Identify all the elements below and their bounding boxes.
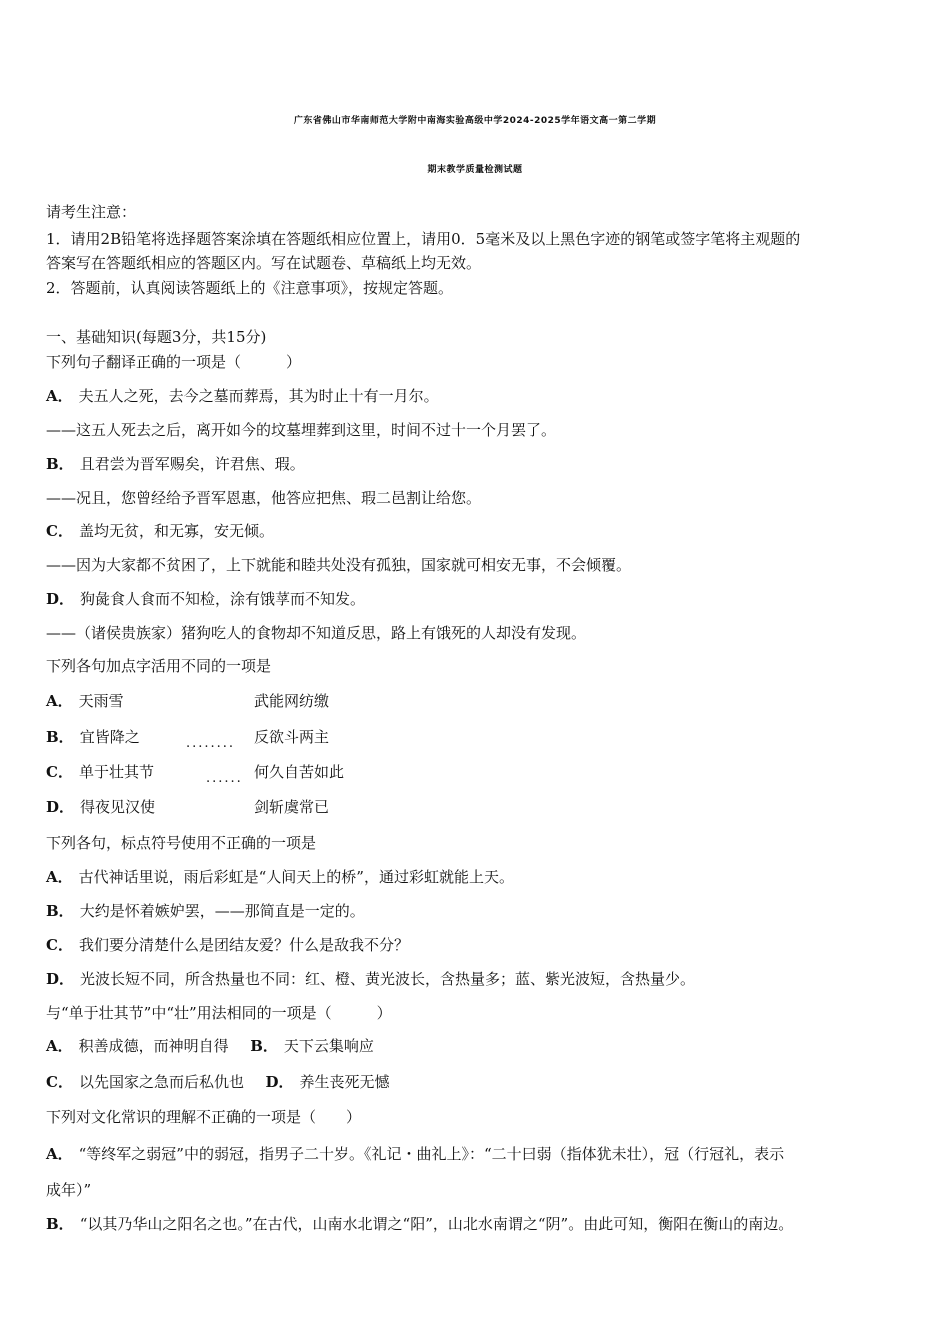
option-label: D． [265, 1073, 294, 1091]
q1-option-a-translation: ——这五人死去之后，离开如今的坟墓埋葬到这里，时间不过十一个月罢了。 [46, 421, 557, 439]
q3-option-b [46, 900, 365, 921]
option-right: 武能网纺缴 [254, 692, 330, 710]
option-text: 古代神话里说，雨后彩虹是“人间天上的桥”，通过彩虹就能上天。 [78, 868, 514, 886]
notice-item-2: 2．答题前，认真阅读答题纸上的《注意事项》，按规定答题。 [46, 279, 454, 297]
option-text: 且君尝为晋军赐矣，许君焦、瑕。 [79, 455, 305, 473]
option-label: A． [46, 868, 73, 886]
title-line-2: 期末教学质量检测试题 [427, 165, 523, 175]
option-label: B． [46, 728, 74, 746]
option-text: 盖均无贫，和无寡，安无倾。 [78, 522, 274, 540]
option-text: 光波长短不同，所含热量也不同：红、橙、黄光波长，含热量多；蓝、紫光波短，含热量少。 [80, 970, 696, 988]
option-label: D． [46, 970, 75, 988]
q2-option-b [46, 726, 330, 751]
q1-option-b [46, 453, 305, 474]
q3-option-a [46, 866, 514, 887]
q1-option-c-translation: ——因为大家都不贫困了，上下就能和睦共处没有孤独，国家就可相安无事，不会倾覆。 [46, 556, 632, 574]
option-label: B． [46, 1215, 74, 1233]
q1-option-d-translation: ——（诸侯贵族家）猪狗吃人的食物却不知道反思，路上有饿死的人却没有发现。 [46, 624, 587, 642]
option-text: 以先国家之急而后私仇也 [78, 1073, 244, 1091]
option-label: B． [46, 455, 74, 473]
q1-option-c [46, 520, 274, 541]
option-label: A． [46, 1037, 73, 1055]
q1-option-d [46, 588, 365, 609]
option-text: 夫五人之死，去今之墓而葬焉，其为时止十有一月尔。 [78, 387, 439, 405]
q3-option-c [46, 934, 409, 955]
notice-item-1: 1．请用2B铅笔将选择题答案涂填在答题纸相应位置上，请用0．5毫米及以上黑色字迹的钢笔或签字笔将主观题的 [46, 230, 801, 248]
option-text: 我们要分清楚什么是团结友爱？什么是敌我不分？ [78, 936, 409, 954]
option-text: “以其乃华山之阳名之也。”在古代，山南水北谓之“阳”，山北水南谓之“阴”。由此可知，衡阳在衡山的南边。 [79, 1215, 794, 1233]
notice-item-1-cont: 答案写在答题纸相应的答题区内。写在试题卷、草稿纸上均无效。 [46, 254, 482, 272]
option-label: C． [46, 1073, 73, 1091]
option-text: 养生丧死无憾 [299, 1073, 390, 1091]
option-text: 积善成德，而神明自得 [78, 1037, 229, 1055]
q5-option-a-cont: 成年）” [46, 1181, 92, 1199]
q3-stem: 下列各句，标点符号使用不正确的一项是 [46, 834, 317, 852]
option-label: A． [46, 387, 73, 405]
option-text: “等终军之弱冠”中的弱冠，指男子二十岁。《礼记・曲礼上》：“二十曰弱（指体犹未壮），冠（行冠礼，表示 [78, 1145, 785, 1163]
q4-stem: 与“单于壮其节”中“壮”用法相同的一项是（ ） [46, 1004, 392, 1022]
q1-stem: 下列句子翻译正确的一项是（ ） [46, 353, 302, 371]
option-right: 反欲斗两主 [254, 728, 330, 746]
q3-option-d [46, 968, 695, 989]
section-heading: 一、基础知识(每题3分，共15分) [46, 328, 267, 346]
q1-option-a [46, 385, 439, 406]
q2-option-a [46, 690, 330, 711]
q2-stem: 下列各句加点字活用不同的一项是 [46, 657, 272, 675]
option-label: C． [46, 763, 73, 781]
q5-option-a [46, 1143, 784, 1164]
option-left: 天雨雪 [78, 692, 124, 710]
option-label: C． [46, 936, 73, 954]
q5-option-b [46, 1213, 793, 1234]
q5-stem: 下列对文化常识的理解不正确的一项是（ ） [46, 1108, 362, 1126]
q1-option-b-translation: ——况且，您曾经给予晋军恩惠，他答应把焦、瑕二邑割让给您。 [46, 489, 482, 507]
option-text: 天下云集响应 [283, 1037, 374, 1055]
option-left: 得夜见汉使 [80, 798, 156, 816]
option-text: 大约是怀着嫉妒罢，——那简直是一定的。 [79, 902, 365, 920]
option-left: 单于壮其节 [78, 763, 154, 781]
option-label: B． [250, 1037, 278, 1055]
title-line-1: 广东省佛山市华南师范大学附中南海实验高级中学2024-2025学年语文高一第二学期 [293, 116, 657, 126]
option-label: C． [46, 522, 73, 540]
option-text: 狗彘食人食而不知检，涂有饿莩而不知发。 [80, 590, 366, 608]
q2-option-c [46, 761, 345, 786]
emphasis-dots: ........ [186, 736, 236, 751]
option-right: 剑斩虞常已 [254, 798, 330, 816]
option-right: 何久自苦如此 [254, 763, 345, 781]
option-label: A． [46, 692, 73, 710]
option-label: B． [46, 902, 74, 920]
q4-options-cd [46, 1071, 390, 1092]
option-label: A． [46, 1145, 73, 1163]
notice-heading: 请考生注意： [46, 203, 137, 221]
option-label: D． [46, 590, 75, 608]
option-label: D． [46, 798, 75, 816]
option-left: 宜皆降之 [79, 728, 140, 746]
emphasis-dots: ...... [206, 771, 243, 786]
q2-option-d [46, 796, 330, 817]
q4-options-ab [46, 1035, 374, 1056]
